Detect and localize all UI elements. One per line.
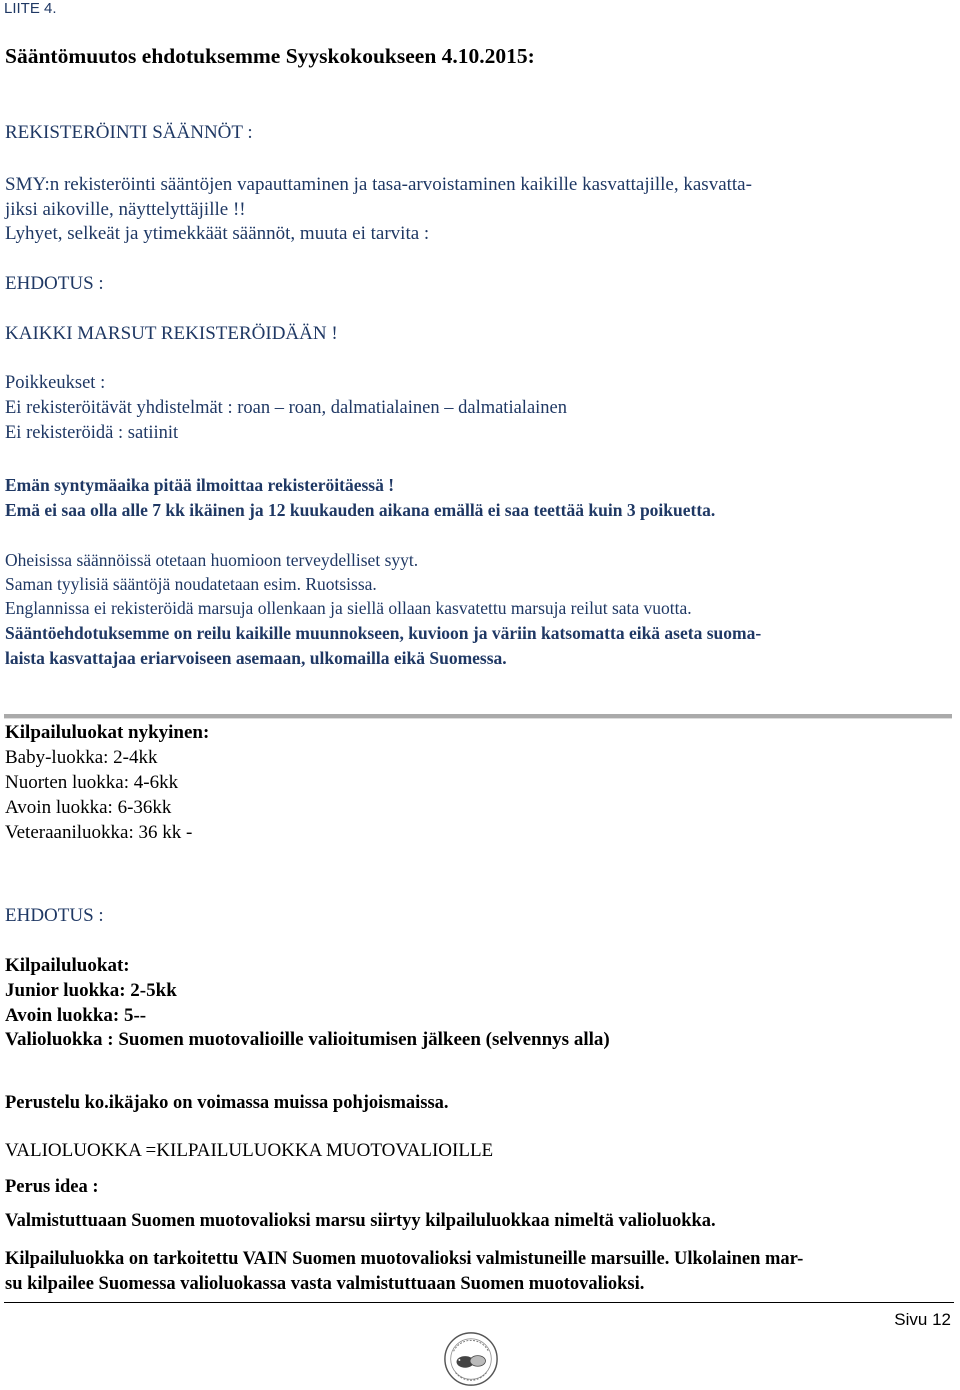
proposal-text: KAIKKI MARSUT REKISTERÖIDÄÄN ! [5,323,338,344]
current-classes-label: Kilpailuluokat nykyinen: [5,722,210,743]
paragraph-line: jiksi aikoville, näyttelyttäjille !! [5,199,246,220]
reason-line: Perustelu ko.ikäjako on voimassa muissa pohjoismaissa. [5,1093,449,1113]
rule-line: Emä ei saa olla alle 7 kk ikäinen ja 12 kuukauden aikana emällä ei saa teettää kuin 3 poikuetta. [5,500,716,520]
proposal-label: EHDOTUS : [5,905,104,926]
footer-divider [4,1302,954,1303]
rule-line: Emän syntymäaika pitää ilmoittaa rekisteröitäessä ! [5,475,395,495]
current-class-item: Nuorten luokka: 4-6kk [5,772,179,793]
proposal-label: EHDOTUS : [5,273,104,294]
note-line: Oheisissa säännöissä otetaan huomioon terveydelliset syyt. [5,550,419,570]
idea-label: Perus idea : [5,1177,99,1197]
valio-heading: VALIOLUOKKA =KILPAILULUOKKA MUOTOVALIOILLE [5,1140,494,1161]
idea-text: Valmistuttuaan Suomen muotovalioksi marsu siirtyy kilpailuluokkaa nimeltä valioluokka. [5,1211,716,1231]
page-number: Sivu 12 [894,1310,951,1329]
current-class-item: Veteraaniluokka: 36 kk - [5,822,193,843]
page-title: Sääntömuutos ehdotuksemme Syyskokoukseen 4.10.2015: [5,44,535,68]
proposed-classes-label: Kilpailuluokat: [5,955,130,976]
proposed-class-item: Junior luokka: 2-5kk [5,980,177,1001]
proposed-class-item: Avoin luokka: 5-- [5,1005,147,1026]
proposed-class-item: Valioluokka : Suomen muotovalioille valioitumisen jälkeen (selvennys alla) [5,1029,610,1050]
paragraph-line: SMY:n rekisteröinti sääntöjen vapauttaminen ja tasa-arvoistaminen kaikille kasvattajille, kasvatta- [5,174,752,195]
paragraph-line: Lyhyet, selkeät ja ytimekkäät säännöt, muuta ei tarvita : [5,223,430,244]
exception-item: Ei rekisteröidä : satiinit [5,423,179,443]
final-line: Kilpailuluokka on tarkoitettu VAIN Suomen muotovalioksi valmistuneille marsuille. Ulkolainen mar- [5,1249,804,1269]
appendix-label: LIITE 4. [4,0,57,17]
summary-line: Sääntöehdotuksemme on reilu kaikille muunnokseen, kuvioon ja väriin katsomatta eikä aseta suoma- [5,623,762,643]
note-line: Saman tyylisiä sääntöjä noudatetaan esim. Ruotsissa. [5,574,377,594]
section-heading-registration: REKISTERÖINTI SÄÄNNÖT : [5,122,253,143]
exceptions-label: Poikkeukset : [5,373,106,393]
current-class-item: Avoin luokka: 6-36kk [5,797,172,818]
association-logo-icon [442,1330,500,1388]
current-class-item: Baby-luokka: 2-4kk [5,747,158,768]
final-line: su kilpailee Suomessa valioluokassa vasta valmistuttuaan Suomen muotovalioksi. [5,1274,645,1294]
section-divider-shadow [4,718,952,719]
exception-item: Ei rekisteröitävät yhdistelmät : roan – roan, dalmatialainen – dalmatialainen [5,398,568,418]
summary-line: laista kasvattajaa eriarvoiseen asemaan, ulkomailla eikä Suomessa. [5,648,507,668]
note-line: Englannissa ei rekisteröidä marsuja ollenkaan ja siellä ollaan kasvatettu marsuja reilut sata vuotta. [5,598,692,618]
